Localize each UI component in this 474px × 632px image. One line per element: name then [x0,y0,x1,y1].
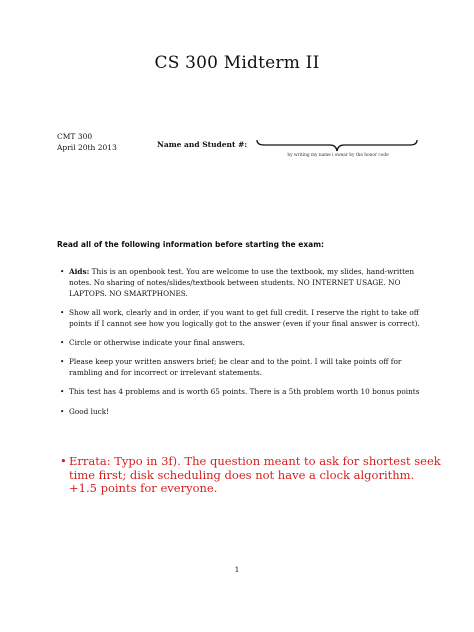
list-item [57,267,427,299]
name-student-label: Name and Student #: [157,140,248,149]
item-text: Circle or otherwise indicate your final answers. [69,337,246,347]
item-text: This test has 4 problems and is worth 65 points. There is a 5th problem worth 10 bonus points [69,387,420,397]
honor-code-note: by writing my name i swear by the honor code [287,153,389,158]
item-text: This is an openbook test. You are welcome to use the textbook, my slides, hand-written notes. No sharing of notes/slides/textbook between students. NO INTERNET USAGE. NO LAPTOPS. NO SMARTPHONES. [69,267,415,298]
list-item [57,357,427,379]
bullet-icon: • [60,337,65,347]
bullet-icon: • [60,387,65,397]
exam-title: CS 300 Midterm II [154,53,320,73]
item-text: Please keep your written answers brief; be clear and to the point. I will take points off for rambling and for incorrect or irrelevant statements. [69,357,402,378]
list-item [57,407,427,418]
errata-note [57,455,441,496]
list-item [57,338,427,349]
bullet-icon: • [60,307,65,317]
page-number: 1 [234,565,240,574]
course-code: CMT 300 [57,132,93,141]
exam-meta [57,131,117,153]
list-item [57,308,427,330]
rules-list [57,267,427,426]
instructions-heading: Read all of the following information before starting the exam: [57,240,325,249]
aids-lead: Aids: [69,267,90,276]
bullet-icon: • [60,454,67,468]
item-text: Good luck! [69,406,110,416]
errata-text: Errata: Typo in 3f). The question meant to ask for shortest seek time first; disk scheduling does not have a clock algorithm. +1.5 points for everyone. [69,454,441,495]
name-underbrace [256,139,418,153]
bullet-icon: • [60,406,65,416]
bullet-icon: • [60,267,65,276]
list-item [57,387,427,398]
item-text: Show all work, clearly and in order, if you want to get full credit. I reserve the right to take off points if I cannot see how you logically got to the answer (even if your final answer is correct). [69,307,420,328]
bullet-icon: • [60,357,65,367]
exam-date: April 20th 2013 [57,143,117,152]
